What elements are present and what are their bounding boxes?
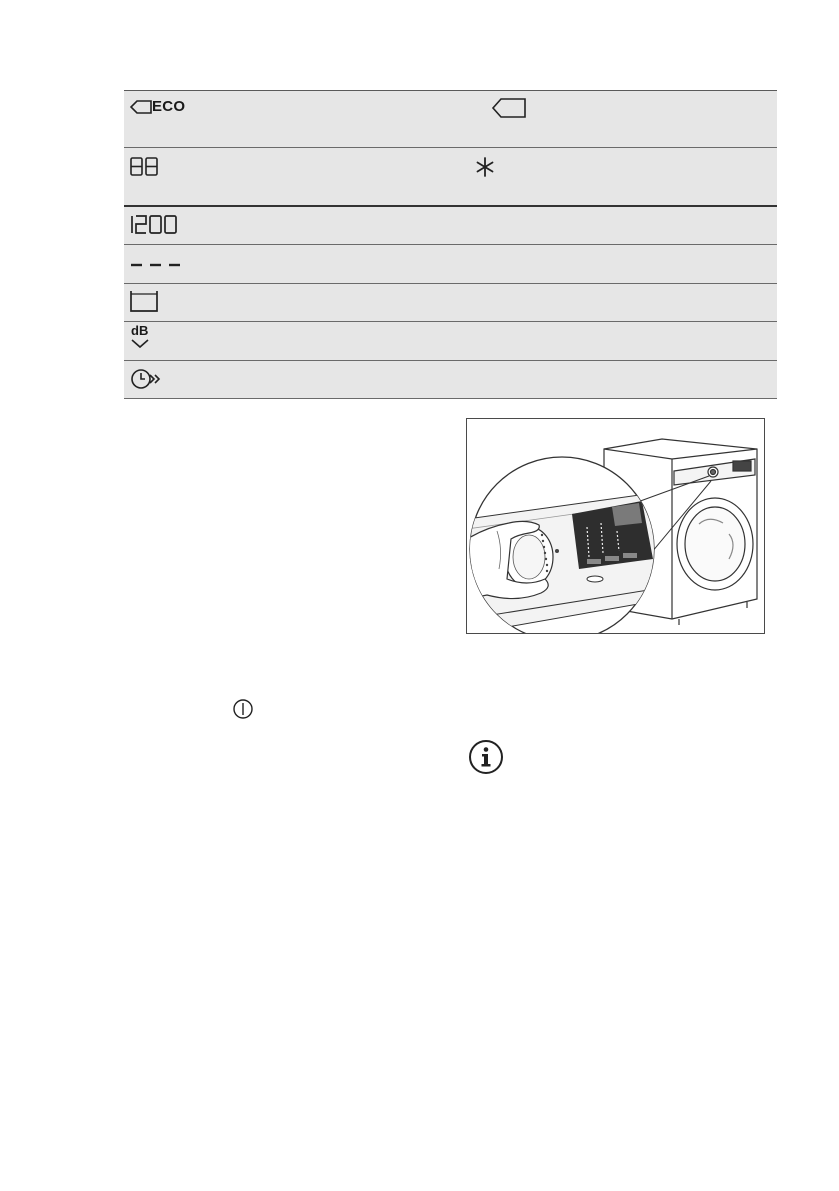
table-row [124, 148, 777, 207]
table-row [124, 361, 777, 399]
spin-speed-display-icon [129, 213, 183, 235]
table-row [124, 322, 777, 361]
asterisk-icon [474, 156, 496, 178]
open-box-icon [129, 289, 159, 313]
washing-machine-illustration [467, 419, 764, 633]
eco-tag-icon [130, 100, 152, 114]
db-label: dB [131, 323, 149, 338]
table-row [124, 207, 777, 245]
tag-outline-icon [491, 97, 527, 119]
dash-display-icon [129, 260, 183, 270]
clock-forward-icon [130, 367, 162, 391]
two-digit-display-icon [130, 157, 158, 177]
table-row [124, 284, 777, 322]
row-separator [124, 398, 777, 399]
info-icon [467, 738, 505, 776]
table-row [124, 91, 777, 148]
table-row [124, 245, 777, 284]
db-chevron-icon [130, 338, 150, 350]
eco-label: ECO [152, 98, 186, 115]
power-button-icon [232, 698, 254, 720]
washing-machine-figure [466, 418, 765, 634]
